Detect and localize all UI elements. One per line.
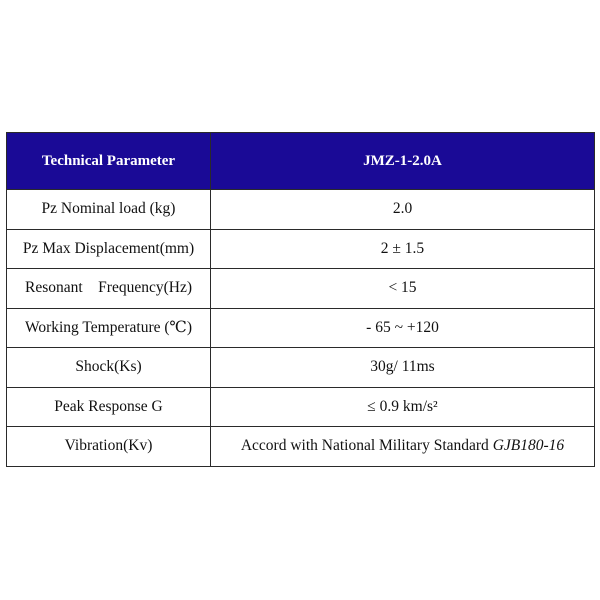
row-parameter: Peak Response G (7, 387, 211, 427)
row-value: 2.0 (211, 190, 595, 230)
row-value (211, 427, 595, 467)
table-row (7, 348, 595, 388)
table-row (7, 190, 595, 230)
row-value: 2 ± 1.5 (211, 229, 595, 269)
row-value: ≤ 0.9 km/s² (211, 387, 595, 427)
row-parameter: Pz Nominal load (kg) (7, 190, 211, 230)
technical-parameter-table (6, 132, 595, 467)
table-row (7, 308, 595, 348)
row-value: 30g/ 11ms (211, 348, 595, 388)
row-parameter: Working Temperature (℃) (7, 308, 211, 348)
table-row (7, 269, 595, 309)
value-text: Accord with National Military Standard (240, 437, 493, 455)
row-parameter: Resonant Frequency(Hz) (7, 269, 211, 309)
header-model: JMZ-1-2.0A (211, 133, 595, 190)
table-row (7, 229, 595, 269)
row-parameter: Vibration(Kv) (7, 427, 211, 467)
table-row (7, 387, 595, 427)
header-parameter: Technical Parameter (7, 133, 211, 190)
row-parameter: Shock(Ks) (7, 348, 211, 388)
table-header-row (7, 133, 595, 190)
row-value: < 15 (211, 269, 595, 309)
row-parameter: Pz Max Displacement(mm) (7, 229, 211, 269)
row-value: - 65 ~ +120 (211, 308, 595, 348)
table-row (7, 427, 595, 467)
standard-code: GJB180-16 (492, 437, 565, 455)
